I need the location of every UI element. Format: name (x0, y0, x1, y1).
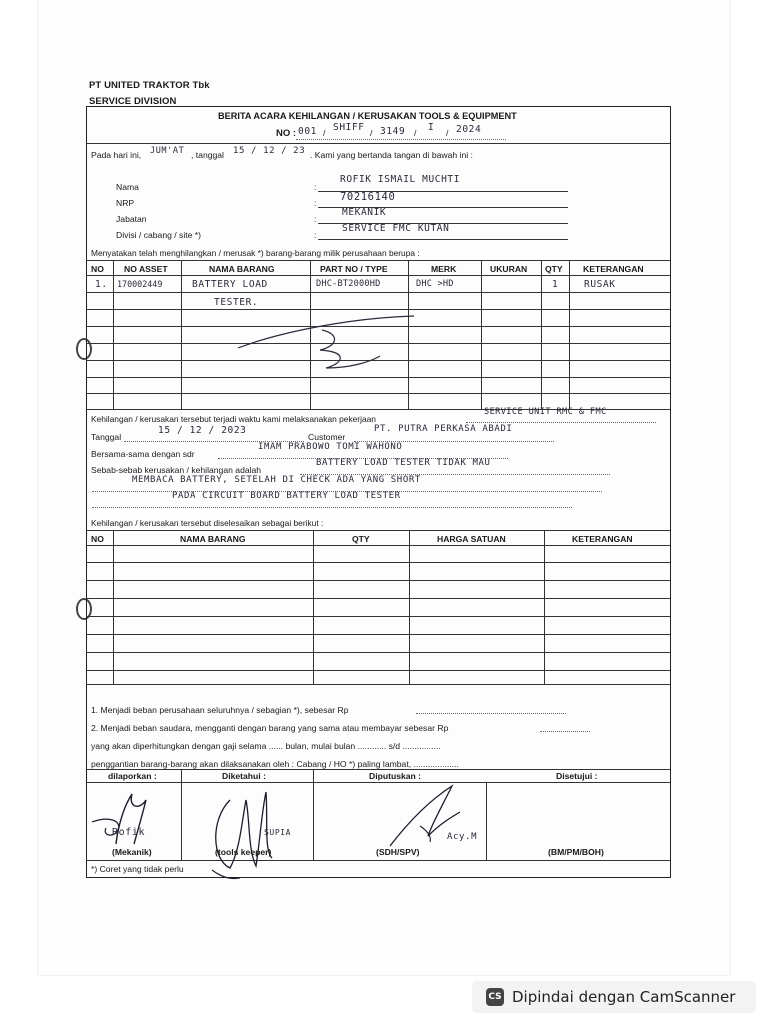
form-no-sep-4: / (446, 128, 449, 138)
division-name: SERVICE DIVISION (89, 96, 177, 107)
resolve-header-harga-satuan: HARGA SATUAN (437, 534, 506, 544)
items-row-line (86, 393, 671, 394)
scanner-label: Dipindai dengan CamScanner (512, 988, 736, 1006)
resolve-row-line (86, 616, 671, 617)
identity-colon-1: : (314, 182, 317, 192)
items-col-line (541, 260, 542, 409)
resolve-table-top (86, 530, 671, 531)
clause-1-dots (416, 713, 566, 714)
intro-tail: . Kami yang bertanda tangan di bawah ini : (310, 150, 473, 160)
resolve-header-qty: QTY (352, 534, 370, 544)
company-name: PT UNITED TRAKTOR Tbk (89, 80, 210, 91)
form-no-3: 3149 (380, 126, 406, 137)
items-header-keterangan: KETERANGAN (583, 264, 644, 274)
resolve-row-line (86, 634, 671, 635)
items-row1-merk: DHC >HD (416, 279, 454, 289)
no-underline (296, 139, 506, 140)
identity-label-jabatan: Jabatan (116, 214, 147, 224)
when-value: SERVICE UNIT RMC & FMC (484, 407, 607, 417)
items-row1-keterangan: RUSAK (584, 279, 616, 290)
resolve-header-keterangan: KETERANGAN (572, 534, 633, 544)
together-label: Bersama-sama dengan sdr (91, 449, 195, 459)
signature-bottom (86, 860, 671, 861)
identity-value-nama: ROFIK ISMAIL MUCHTI (340, 174, 461, 185)
signature-heading-bottom (86, 782, 671, 783)
items-col-line (113, 260, 114, 409)
resolve-label: Kehilangan / kerusakan tersebut diselesaikan sebagai berikut : (91, 518, 324, 528)
sig-role-bm-pm-boh: (BM/PM/BOH) (548, 847, 604, 857)
signature-tools-keeper-name: SUPIA (264, 828, 292, 837)
signature-col-line (486, 782, 487, 860)
identity-line-2 (318, 207, 568, 208)
cause-line-1: BATTERY LOAD TESTER TIDAK MAU (316, 458, 491, 468)
items-row1-no: 1. (95, 279, 108, 290)
resolve-col-line (544, 530, 545, 684)
clause-1: 1. Menjadi beban perusahaan seluruhnya / sebagian *), sebesar Rp (91, 705, 349, 715)
identity-colon-2: : (314, 198, 317, 208)
identity-value-nrp: 70216140 (340, 191, 396, 203)
identity-label-nrp: NRP (116, 198, 135, 208)
customer-label: Customer (308, 432, 346, 442)
items-col-line (569, 260, 570, 409)
resolve-row-line (86, 562, 671, 563)
items-header-nama-barang: NAMA BARANG (209, 264, 275, 274)
clause-3: yang akan diperhitungkan dengan gaji selama ...... bulan, mulai bulan ............ s/d ................ (91, 741, 441, 751)
items-col-line (481, 260, 482, 409)
signature-mekanik-name: Rofik (112, 827, 146, 838)
items-table-top (86, 260, 671, 261)
identity-colon-4: : (314, 230, 317, 240)
cause-line-3: PADA CIRCUIT BOARD BATTERY LOAD TESTER (172, 491, 401, 501)
items-row2-nama: TESTER. (214, 297, 259, 308)
together-value: IMAM PRABOWO TOMI WAHONO (258, 442, 403, 452)
items-header-qty: QTY (545, 264, 563, 274)
tanggal-label: Tanggal (91, 432, 122, 442)
clause-4: penggantian barang-barang akan dilaksanakan oleh : Cabang / HO *) paling lambat, ................... (91, 759, 459, 769)
sig-role-sdh-spv: (SDH/SPV) (376, 847, 420, 857)
items-header-merk: MERK (431, 264, 457, 274)
identity-value-jabatan: MEKANIK (342, 207, 387, 218)
items-row-line (86, 292, 671, 293)
form-no-sep-3: / (414, 128, 417, 138)
items-row1-part: DHC-BT2000HD (316, 279, 381, 289)
sig-role-mekanik: (Mekanik) (112, 847, 152, 857)
clause-2: 2. Menjadi beban saudara, mengganti dengan barang yang sama atau membayar sebesar Rp (91, 723, 449, 733)
resolve-col-line (409, 530, 410, 684)
when-label: Kehilangan / kerusakan tersebut terjadi waktu kami melaksanakan pekerjaan (91, 414, 376, 424)
signature-sdh-spv-name: Acy.M (447, 832, 478, 842)
identity-label-divisi: Divisi / cabang / site *) (116, 230, 202, 240)
cause-dots-3 (92, 507, 572, 508)
day-value: JUM'AT (150, 146, 185, 156)
items-row-line (86, 309, 671, 310)
when-dots (466, 422, 656, 423)
resolve-row-line (86, 670, 671, 671)
statement-text: Menyatakan telah menghilangkan / merusak *) barang-barang milik perusahaan berupa : (91, 248, 420, 258)
form-title: BERITA ACARA KEHILANGAN / KERUSAKAN TOOLS & EQUIPMENT (218, 111, 517, 121)
form-no-4: I (428, 122, 435, 133)
sig-heading-diketahui: Diketahui : (222, 771, 266, 781)
sig-heading-disetujui: Disetujui : (556, 771, 598, 781)
form-no-2: SHIFF (333, 122, 365, 133)
items-row1-qty: 1 (552, 279, 559, 290)
items-row1-asset: 170002449 (117, 279, 163, 289)
form-no-5: 2024 (456, 124, 482, 135)
resolve-col-line (113, 530, 114, 684)
items-header-no-asset: NO ASSET (124, 264, 168, 274)
title-divider (86, 143, 671, 144)
date-value: 15 / 12 / 23 (233, 146, 306, 156)
items-header-no: NO (91, 264, 104, 274)
cause-line-2: MEMBACA BATTERY, SETELAH DI CHECK ADA YANG SHORT (132, 475, 421, 485)
form-no-label: NO : (276, 128, 297, 139)
resolve-row-line (86, 652, 671, 653)
items-header-ukuran: UKURAN (490, 264, 528, 274)
date-label: , tanggal (191, 150, 224, 160)
identity-value-divisi: SERVICE FMC KUTAN (342, 223, 450, 234)
sig-role-tools-keeper: (tools keeper) (215, 847, 272, 857)
sig-heading-diputuskan: Diputuskan : (369, 771, 422, 781)
signature-top (86, 769, 671, 770)
signature-mekanik (88, 786, 178, 848)
items-table-header-bottom (86, 275, 671, 276)
tanggal-value: 15 / 12 / 2023 (158, 425, 247, 436)
form-no-sep-2: / (370, 128, 373, 138)
signature-col-line (181, 769, 182, 860)
identity-colon-3: : (314, 214, 317, 224)
items-row1-nama: BATTERY LOAD (192, 279, 268, 290)
resolve-row-line (86, 580, 671, 581)
form-no-sep-1: / (323, 128, 326, 138)
items-header-part-no: PART NO / TYPE (320, 264, 388, 274)
identity-line-4 (318, 239, 568, 240)
resolve-row-line (86, 598, 671, 599)
signature-col-line (313, 769, 314, 860)
resolve-header-no: NO (91, 534, 104, 544)
strikeout-scribble (230, 312, 430, 392)
cause-label: Sebab-sebab kerusakan / kehilangan adalah (91, 465, 262, 475)
resolve-table-header-bottom (86, 545, 671, 546)
resolve-table-bottom (86, 684, 671, 685)
resolve-header-nama-barang: NAMA BARANG (180, 534, 246, 544)
sig-heading-dilaporkan: dilaporkan : (108, 771, 157, 781)
camscanner-icon: CS (486, 988, 504, 1006)
customer-value: PT. PUTRA PERKASA ABADI (374, 424, 513, 434)
identity-line-1 (318, 191, 568, 192)
identity-line-3 (318, 223, 568, 224)
clause-2-dots (540, 731, 590, 732)
day-label: Pada hari ini, (91, 150, 142, 160)
identity-label-nama: Nama (116, 182, 139, 192)
footnote: *) Coret yang tidak perlu (91, 864, 184, 874)
items-col-line (181, 260, 182, 409)
signature-tools-keeper (200, 780, 310, 880)
form-no-1: 001 (298, 126, 317, 137)
resolve-col-line (313, 530, 314, 684)
